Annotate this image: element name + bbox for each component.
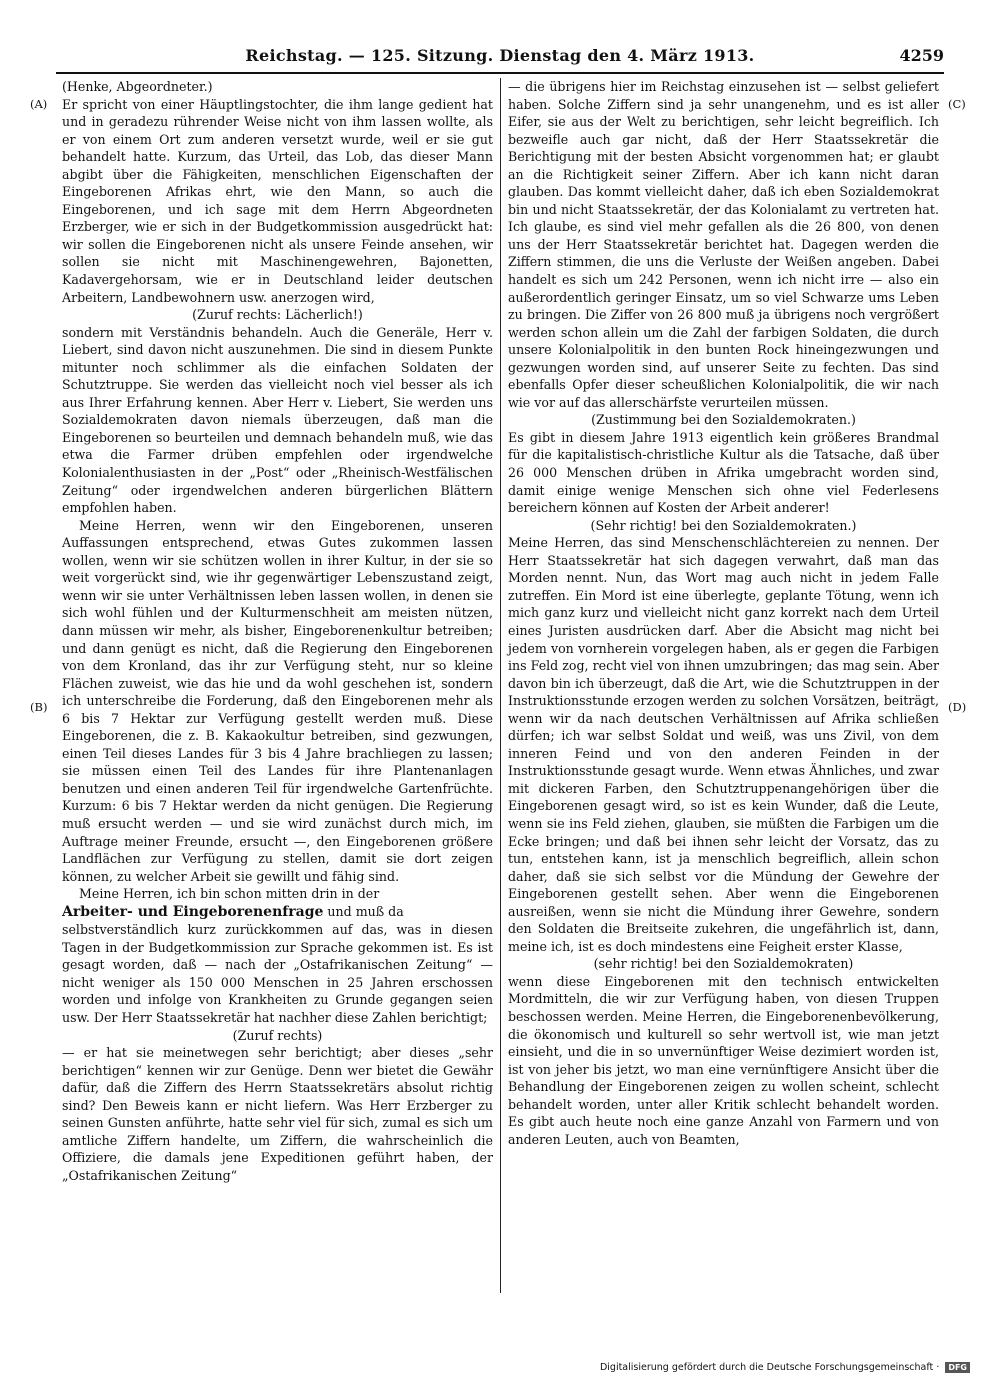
paragraph: — die übrigens hier im Reichstag einzusehen ist — selbst geliefert haben. Solche Ziffern sind ja sehr unangenehm, und es ist aller Eifer, sie aus der Welt zu berichtigen, sehr leicht begreiflich. Ich bezweifle auch gar nicht, daß der Herr Staatssekretär die Berichtigung mit der besten Absicht vorgenommen hat; er glaubt an die Richtigkeit seiner Ziffern. Aber ich kann nicht daran glauben. Das kommt vielleicht daher, daß ich eben Sozialdemokrat bin und nicht Staatssekretär, der das Kolonialamt zu vertreten hat. Ich glaube, es sind viel mehr gefallen als die 26 800, von denen uns der Herr Staatssekretär berichtet hat. Dagegen werden die Ziffern stimmen, die uns die Verluste der Weißen angeben. Dabei handelt es sich um 242 Personen, wenn ich nicht irre — also ein außerordentlich geringer Einsatz, um so viel Schwarze ums Leben zu bringen. Die Ziffer von 26 800 muß ja übrigens noch vergrößert werden schon allein um die Zahl der farbigen Soldaten, die durch unsere Kolonialpolitik in den bunten Rock hineingezwungen und gezwungen worden sind, auf unserer Seite zu fechten. Das sind ebenfalls Opfer dieser scheußlichen Kolonialpolitik, die wir nach wie vor auf das allerschärfste verurteilen müssen.	[508, 79, 939, 410]
footer-credit: Digitalisierung gefördert durch die Deutsche Forschungsgemeinschaft ·	[599, 1362, 940, 1373]
paragraph: (Henke, Abgeordneter.)	[62, 79, 213, 94]
margin-mark-c: (C)	[948, 97, 966, 111]
margin-mark-d: (D)	[948, 700, 967, 714]
section-keyword: Arbeiter- und Eingeborenenfrage	[62, 903, 324, 920]
left-column	[62, 78, 493, 1184]
interjection: (Zustimmung bei den Sozialdemokraten.)	[591, 412, 856, 428]
right-column	[508, 78, 939, 1148]
margin-mark-a: (A)	[30, 97, 48, 111]
paragraph: Meine Herren, ich bin schon mitten drin in der	[79, 886, 380, 902]
interjection: (Zuruf rechts)	[232, 1027, 323, 1043]
margin-mark-b: (B)	[30, 700, 48, 714]
paragraph: Es gibt in diesem Jahre 1913 eigentlich kein größeres Brandmal für die kapitalistisch-christliche Kultur als die Tatsache, daß über 26 000 Menschen drüben in Afrika umgebracht worden sind, damit einige wenige Menschen sich ohne viel Federlesens bereichern können auf Kosten der Arbeit anderer!	[508, 429, 939, 516]
paragraph: Meine Herren, wenn wir den Eingeborenen, unseren Auffassungen entsprechend, etwas Gutes zukommen lassen wollen, wenn wir sie schützen wollen in ihrer Kultur, in der sie so weit vorgerückt sind, wie ihr gegenwärtiger Lebenszustand zeigt, wenn wir sie unter Verhältnissen leben lassen wollen, in denen sie sich wohl fühlen und der Kulturmenschheit am meisten nützen, dann müssen wir mehr, als bisher, Eingeborenenkultur betreiben; und dann genügt es nicht, daß die Regierung den Eingeborenen von dem Kronland, das ihr zur Verfügung steht, nur so kleine Flächen zuweist, wie das hie und da wohl geschehen ist, sondern ich unterschreibe die Forderung, daß den Eingeborenen mehr als 6 bis 7 Hektar zur Verfügung gestellt werden muß. Diese Eingeborenen, die z. B. Kakaokultur betreiben, sind gezwungen, einen Teil dieses Landes für 3 bis 4 Jahre brachliegen zu lassen; sie müssen einen Teil des Landes für ihre Plantenanlagen benutzen und einen anderen Teil für irgendwelche Gartenfrüchte. Kurzum: 6 bis 7 Hektar werden da nicht genügen. Die Regierung muß ersucht werden — und sie wird zunächst durch mich, im Auftrage meiner Freunde, ersucht —, den Eingeborenen größere Landflächen zur Verfügung zu stellen, damit sie dort zeigen können, zu welcher Arbeit sie gewillt und fähig sind.	[62, 517, 493, 884]
dfg-logo: DFG	[945, 1362, 970, 1373]
paragraph-tail: und muß da	[323, 903, 404, 919]
paragraph: Er spricht von einer Häuptlingstochter, die ihm lange gedient hat und in geradezu rührender Weise nicht von ihm lassen wollte, als er von einem Ort zum anderen versetzt wurde, weil er sie gut behandelt hatte. Kurzum, das Urteil, das Lob, das dieser Mann abgibt über die Fähigkeiten, menschlichen Eigenschaften der Eingeborenen Afrikas ehrt, wie den Mann, so auch die Eingeborenen, und ich sage mit dem Herrn Abgeordneten Erzberger, wie er sich in der Budgetkommission ausgedrückt hat: wir sollen die Eingeborenen nicht als unsere Feinde ansehen, wir sollen sie nicht mit Maschinengewehren, Bajonetten, Kadavergehorsam, wie er in Deutschland leider deutschen Arbeitern, Landbewohnern usw. anerzogen wird,	[62, 96, 493, 305]
paragraph	[62, 903, 493, 922]
column-divider	[500, 78, 501, 1293]
page-number: 4259	[899, 46, 944, 65]
paragraph: Meine Herren, das sind Menschenschlächtereien zu nennen. Der Herr Staatssekretär hat sich dagegen verwahrt, daß man das Morden nennt. Nun, das Wort mag auch nicht in jedem Falle zutreffen. Ein Mord ist eine überlegte, geplante Tötung, wenn ich mich ganz kurz und vielleicht nicht ganz korrekt nach dem Urteil eines Juristen ausdrücken darf. Aber die Absicht mag nicht bei jedem von vornherein vorgelegen haben, als er gegen die Farbigen ins Feld zog, recht viel von ihnen umzubringen; das mag sein. Aber davon bin ich überzeugt, daß die Art, wie die Schutztruppen in der Instruktionsstunde erzogen werden zu solchen Vorsätzen, beiträgt, wenn wir da nach deutschen Verhältnissen auf Afrika schließen dürfen; ich war selbst Soldat und weiß, was uns Zivil, von dem inneren Feind und von den anderen Feinden in der Instruktionsstunde gesagt wurde. Wenn etwas Ähnliches, und zwar mit dickeren Farben, den Schutztruppenangehörigen über die Eingeborenen gesagt wird, so ist es kein Wunder, daß die Leute, wenn sie ins Feld ziehen, glauben, sie müßten die Farbigen um die Ecke bringen; und daß bei ihnen sehr leicht der Vorsatz, das zu tun, entstehen kann, ist ja menschlich begreiflich, allein schon daher, daß sie sich selbst vor die Mündung der Gewehre der Eingeborenen gestellt sehen. Aber wenn die Eingeborenen ausreißen, wenn sie nicht die Mündung ihrer Gewehre, sondern den Soldaten die Breitseite zukehren, die ungefährlich ist, dann, meine ich, ist es doch mindestens eine Feigheit erster Klasse,	[508, 535, 939, 954]
paragraph: selbstverständlich kurz zurückkommen auf das, was in diesen Tagen in der Budgetkommission zur Sprache gekommen ist. Es ist gesagt worden, daß — nach der „Ostafrikanischen Zeitung“ — nicht weniger als 150 000 Menschen in 25 Jahren erschossen worden und infolge von Krankheiten zu Grunde gegangen seien usw. Der Herr Staatssekretär hat nachher diese Zahlen berichtigt;	[62, 922, 493, 1025]
footer	[600, 1362, 970, 1373]
interjection: (Sehr richtig! bei den Sozialdemokraten.)	[590, 517, 857, 533]
paragraph: wenn diese Eingeborenen mit den technisch entwickelten Mordmitteln, die wir zur Verfügung haben, von diesen Truppen beschossen werden. Meine Herren, die Eingeborenenbevölkerung, die ökonomisch und kulturell so sehr wertvoll ist, wie man jetzt einsieht, und die in so unvernünftiger Weise dezimiert worden ist, ist von jeher bis jetzt, wo man eine vernünftigere Ansicht über die Behandlung der Eingeborenen zeigen zu wollen scheint, schlecht behandelt worden, unter aller Kritik schlecht behandelt worden. Es gibt auch heute noch eine ganze Anzahl von Farmern und von anderen Leuten, auch von Beamten,	[508, 973, 939, 1147]
header-rule	[56, 72, 944, 74]
interjection: (Zuruf rechts: Lächerlich!)	[192, 307, 363, 323]
paragraph: — er hat sie meinetwegen sehr berichtigt; aber dieses „sehr berichtigen“ kennen wir zur Genüge. Denn wer bietet die Gewähr dafür, daß die Ziffern des Herrn Staatssekretärs absolut richtig sind? Den Beweis kann er nicht liefern. Was Herr Erzberger zu seinen Gunsten anführte, hatte sehr viel für sich, zumal es sich um amtliche Ziffern handelte, um Ziffern, die wahrscheinlich die Offiziere, die damals jene Expeditionen geführt haben, der „Ostafrikanischen Zeitung“	[62, 1045, 493, 1183]
running-title: Reichstag. — 125. Sitzung. Dienstag den 4. März 1913.	[245, 46, 755, 65]
interjection: (sehr richtig! bei den Sozialdemokraten)	[593, 956, 854, 972]
paragraph: sondern mit Verständnis behandeln. Auch die Generäle, Herr v. Liebert, sind davon nicht auszunehmen. Die sind in diesem Punkte mitunter noch schlimmer als die einfachen Soldaten der Schutztruppe. Sie werden das vielleicht noch viel besser als ich aus Ihrer Erfahrung kennen. Aber Herr v. Liebert, Sie werden uns Sozialdemokraten davon niemals überzeugen, daß man die Eingeborenen so beurteilen und demnach behandeln muß, wie das etwa die Farmer drüben empfehlen oder irgendwelche Kolonialenthusiasten in der „Post“ oder „Rheinisch-Westfälischen Zeitung“ oder irgendwelchen anderen bürgerlichen Blättern empfohlen haben.	[62, 324, 493, 516]
page-header	[56, 46, 944, 72]
